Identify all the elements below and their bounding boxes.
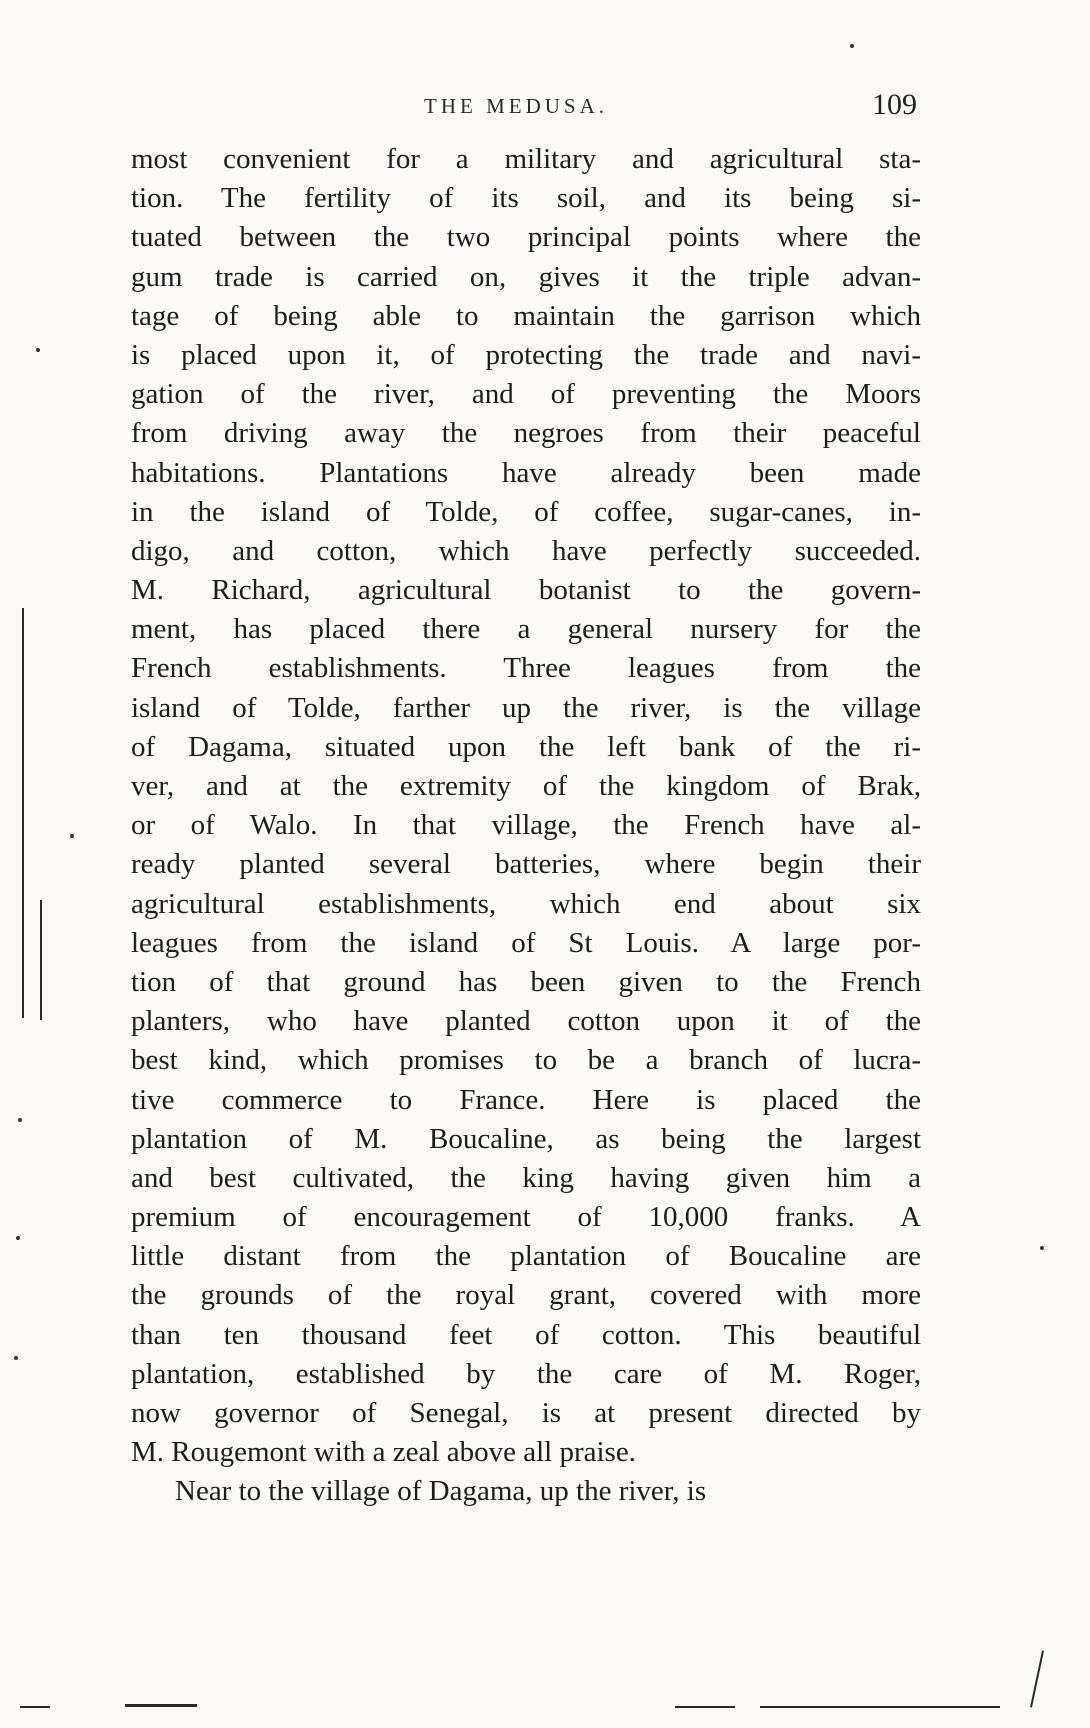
text-line: tive commerce to France. Here is placed the <box>131 1083 921 1116</box>
text-line: agricultural establishments, which end about six <box>131 887 921 920</box>
body-text <box>131 140 921 1512</box>
text-line: than ten thousand feet of cotton. This beautiful <box>131 1318 921 1351</box>
text-line: the grounds of the royal grant, covered with more <box>131 1279 921 1312</box>
text-line: best kind, which promises to be a branch of lucra- <box>131 1044 921 1077</box>
bottom-scan-line <box>675 1706 735 1708</box>
text-line: plantation of M. Boucaline, as being the largest <box>131 1122 921 1155</box>
text-line: habitations. Plantations have already been made <box>131 456 921 489</box>
margin-speck <box>1040 1246 1044 1250</box>
text-line: most convenient for a military and agricultural sta- <box>131 143 921 175</box>
text-line: tuated between the two principal points where the <box>131 221 921 254</box>
page-number: 109 <box>872 88 917 121</box>
bottom-scan-line <box>20 1706 50 1708</box>
text-line: M. Rougemont with a zeal above all praise. <box>131 1436 636 1469</box>
text-line: now governor of Senegal, is at present directed by <box>131 1397 921 1429</box>
text-line: ready planted several batteries, where begin their <box>131 848 921 881</box>
text-line: tion of that ground has been given to the French <box>131 965 921 998</box>
margin-speck <box>14 1356 18 1360</box>
margin-speck <box>70 834 74 838</box>
bottom-scan-line <box>760 1706 1000 1708</box>
text-line: from driving away the negroes from their peaceful <box>131 417 921 450</box>
text-line: in the island of Tolde, of coffee, sugar-canes, in- <box>131 495 921 528</box>
text-line: of Dagama, situated upon the left bank of the ri- <box>131 730 921 763</box>
text-line: and best cultivated, the king having given him a <box>131 1161 921 1194</box>
text-line: ver, and at the extremity of the kingdom of Brak, <box>131 770 921 802</box>
text-line: French establishments. Three leagues from the <box>131 652 921 685</box>
text-line: is placed upon it, of protecting the trade and navi- <box>131 338 921 371</box>
text-line: tage of being able to maintain the garrison which <box>131 299 921 332</box>
text-line: leagues from the island of St Louis. A large por- <box>131 926 921 959</box>
running-head <box>0 88 1090 128</box>
text-line: premium of encouragement of 10,000 franks. A <box>131 1201 921 1234</box>
bottom-scan-line <box>125 1704 197 1707</box>
text-line: tion. The fertility of its soil, and its being si- <box>131 182 921 215</box>
text-line: gation of the river, and of preventing the Moors <box>131 378 921 411</box>
margin-scan-line <box>22 608 24 1018</box>
running-title: THE MEDUSA. <box>424 94 608 118</box>
paragraph-first-line: Near to the village of Dagama, up the river, is <box>175 1475 707 1508</box>
text-line: digo, and cotton, which have perfectly succeeded. <box>131 534 921 567</box>
text-line: little distant from the plantation of Boucaline are <box>131 1240 921 1273</box>
text-line: plantation, established by the care of M. Roger, <box>131 1357 921 1390</box>
text-line: gum trade is carried on, gives it the triple advan- <box>131 260 921 293</box>
text-line: planters, who have planted cotton upon it of the <box>131 1005 921 1038</box>
text-line: ment, has placed there a general nursery for the <box>131 613 921 646</box>
text-line: or of Walo. In that village, the French have al- <box>131 809 921 842</box>
margin-scan-line <box>40 900 42 1020</box>
margin-speck <box>16 1236 20 1240</box>
text-line: island of Tolde, farther up the river, is the village <box>131 691 921 724</box>
text-line: M. Richard, agricultural botanist to the govern- <box>131 574 921 607</box>
margin-speck <box>18 1118 22 1122</box>
margin-speck <box>36 348 40 352</box>
margin-speck <box>850 44 854 48</box>
bottom-scan-line <box>1030 1650 1044 1707</box>
